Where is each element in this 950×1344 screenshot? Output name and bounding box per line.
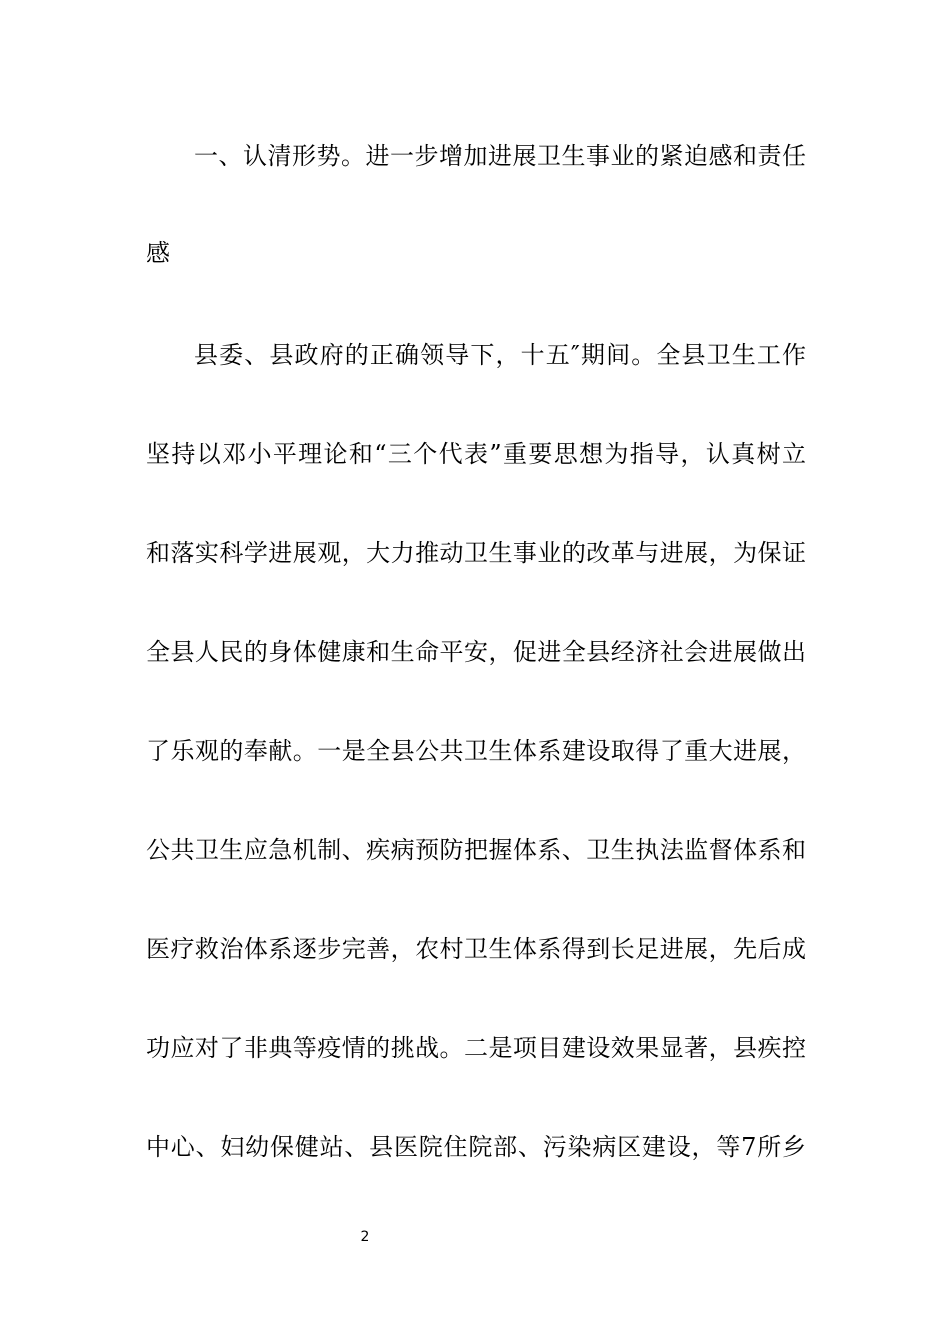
paragraph-line: 中心、妇幼保健站、县医院住院部、污染病区建设，等7所乡 [146,1133,806,1161]
section-heading-line-end: 感 [146,239,170,267]
page-number: 2 [360,1229,370,1245]
paragraph-line: 全县人民的身体健康和生命平安，促进全县经济社会进展做出 [146,638,806,666]
section-heading-line: 一、认清形势。进一步增加进展卫生事业的紧迫感和责任 [194,142,806,170]
paragraph-line: 公共卫生应急机制、疾病预防把握体系、卫生执法监督体系和 [146,836,806,864]
paragraph-line: 功应对了非典等疫情的挑战。二是项目建设效果显著，县疾控 [146,1034,806,1062]
paragraph-line: 坚持以邓小平理论和“三个代表”重要思想为指导，认真树立 [146,440,806,468]
paragraph-line: 县委、县政府的正确领导下，十五″期间。全县卫生工作 [194,341,806,369]
paragraph-line: 和落实科学进展观，大力推动卫生事业的改革与进展，为保证 [146,539,806,567]
paragraph-line: 了乐观的奉献。一是全县公共卫生体系建设取得了重大进展， [146,737,806,765]
paragraph-line: 医疗救治体系逐步完善，农村卫生体系得到长足进展，先后成 [146,935,806,963]
